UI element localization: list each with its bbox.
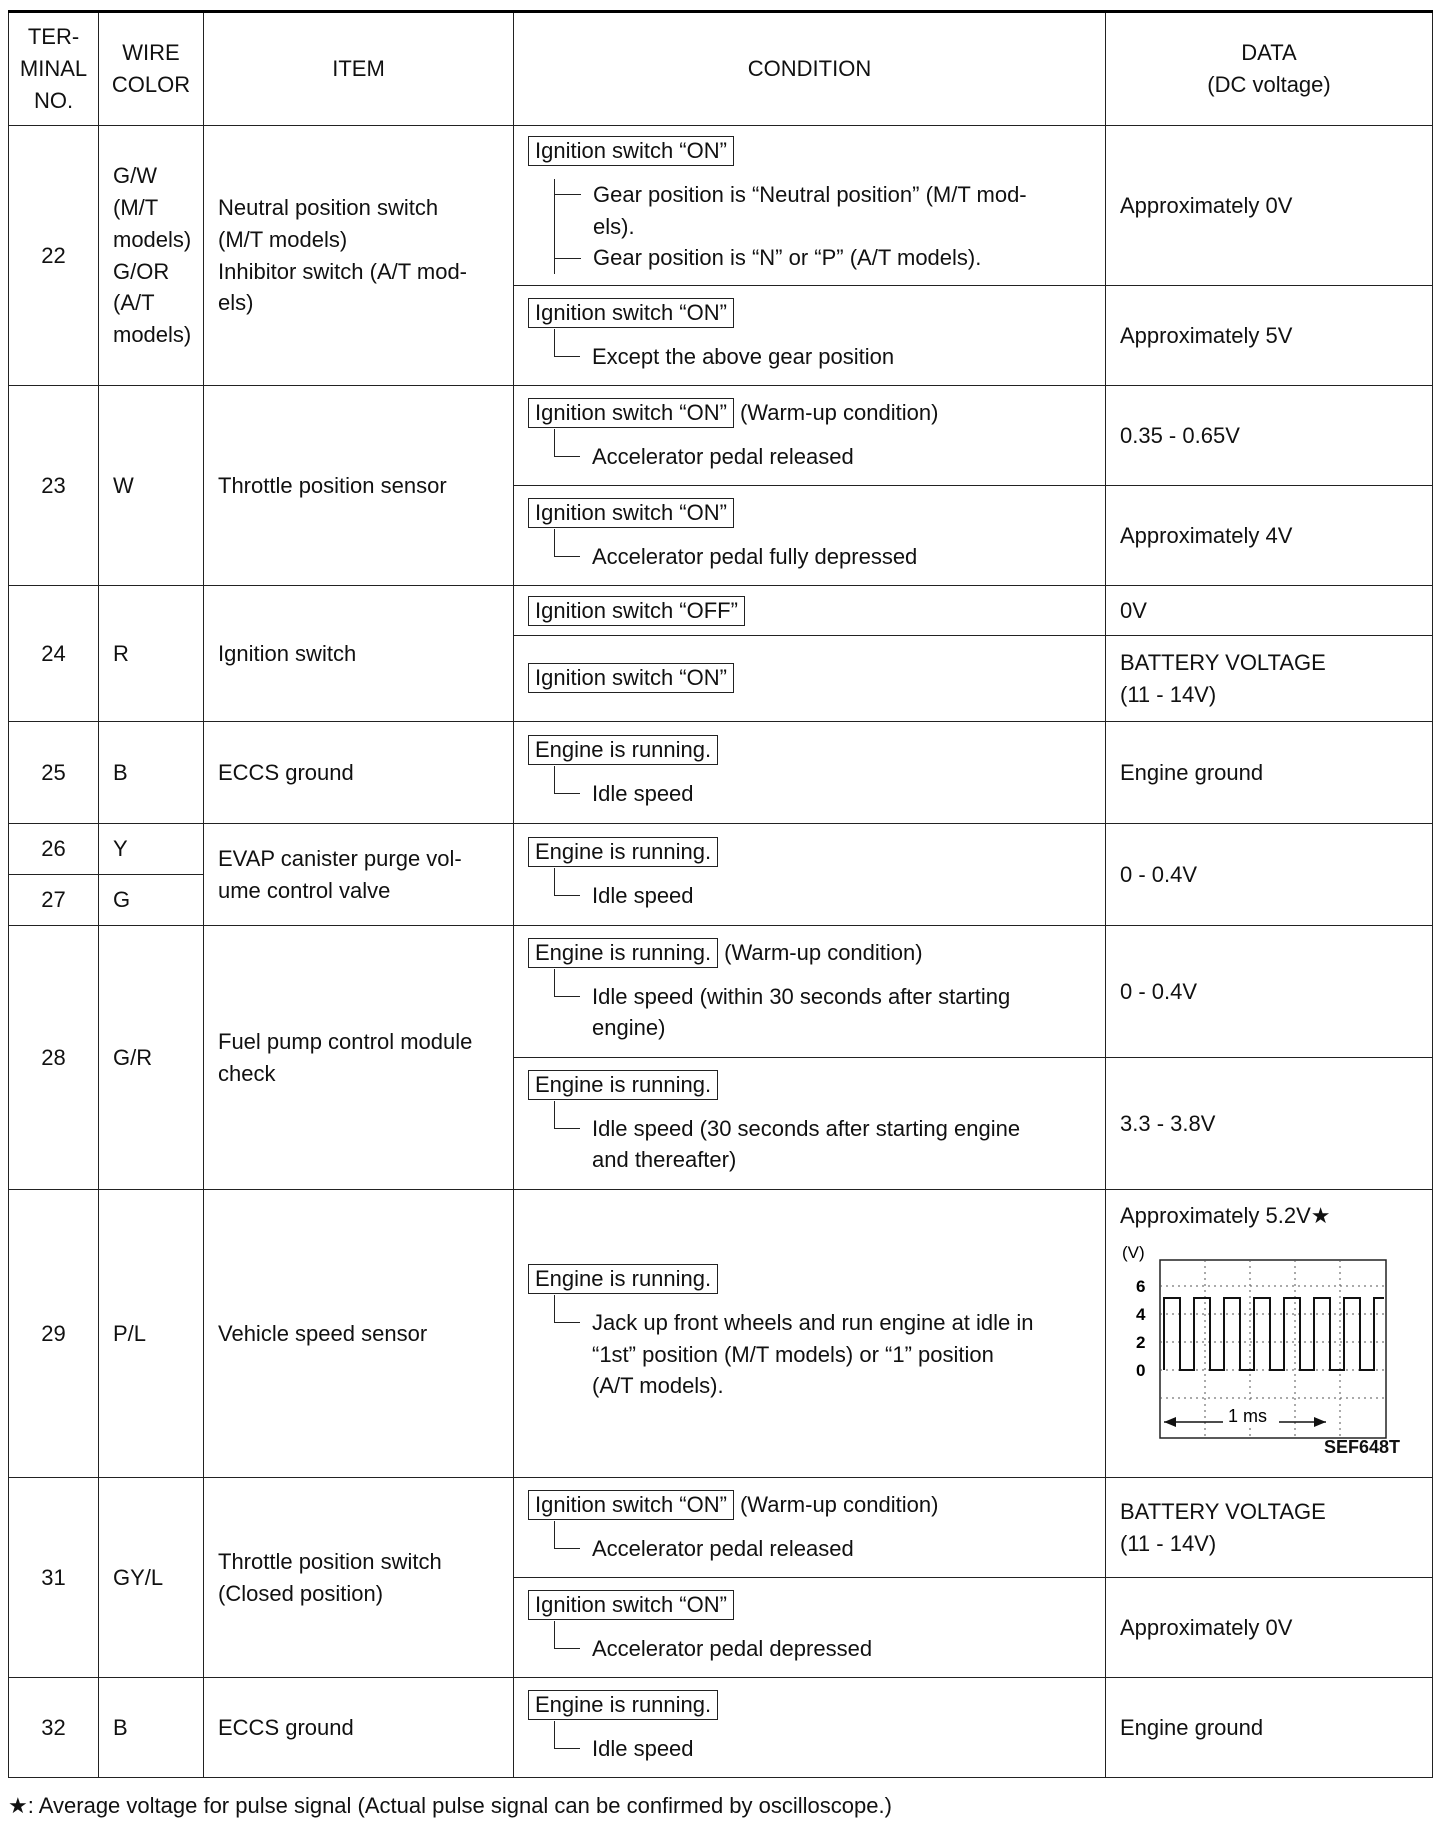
condition-box: Ignition switch “ON” <box>528 498 734 529</box>
condition-cell <box>514 926 1106 1058</box>
pulse-waveform-chart <box>1120 1240 1400 1440</box>
figure-code: SEF648T <box>1323 1436 1400 1457</box>
data-value: Approximately 4V <box>1106 486 1433 586</box>
condition-box: Ignition switch “ON” <box>528 136 734 167</box>
condition-sub: Gear position is “Neutral position” (M/T mod- els). Gear position is “N” or “P” (A/T models). <box>554 179 1095 275</box>
condition-box: Engine is running. <box>528 938 718 969</box>
condition-cell <box>514 636 1106 722</box>
condition-sub: Accelerator pedal fully depressed <box>554 541 1095 573</box>
condition-box: Engine is running. <box>528 735 718 766</box>
condition-cell <box>514 1058 1106 1190</box>
item-name: Neutral position switch (M/T models) Inhibitor switch (A/T mod- els) <box>204 126 514 386</box>
item-name: Ignition switch <box>204 586 514 722</box>
data-value-cell <box>1106 1190 1433 1478</box>
ecm-terminal-reference-sheet <box>8 10 1432 1822</box>
item-name: EVAP canister purge vol- ume control valve <box>204 824 514 926</box>
wire-color: G <box>99 875 204 926</box>
data-value: Engine ground <box>1106 1678 1433 1778</box>
wire-color: G/W (M/T models) G/OR (A/T models) <box>99 126 204 386</box>
condition-box: Ignition switch “ON” <box>528 298 734 329</box>
condition-cell <box>514 1478 1106 1578</box>
condition-cell <box>514 824 1106 926</box>
terminal-no: 25 <box>9 722 99 824</box>
data-value: 0V <box>1106 586 1433 636</box>
condition-sub: Idle speed <box>554 1733 1095 1765</box>
condition-cell <box>514 586 1106 636</box>
table-row <box>9 1678 1433 1778</box>
item-name: ECCS ground <box>204 722 514 824</box>
terminal-spec-table <box>8 10 1433 1778</box>
time-division-label: 1 ms <box>1228 1405 1268 1426</box>
data-value: 0 - 0.4V <box>1106 926 1433 1058</box>
condition-box: Ignition switch “ON” <box>528 1490 734 1521</box>
condition-box: Ignition switch “ON” <box>528 1590 734 1621</box>
condition-sub: Idle speed <box>554 880 1095 912</box>
scope-tick-label: 6 <box>1136 1276 1146 1296</box>
terminal-no: 26 <box>9 824 99 875</box>
wire-color: W <box>99 386 204 586</box>
condition-cell <box>514 286 1106 386</box>
wire-color: P/L <box>99 1190 204 1478</box>
condition-box: Ignition switch “ON” <box>528 398 734 429</box>
header-condition: CONDITION <box>514 12 1106 126</box>
footnote-star: ★ <box>8 1793 28 1818</box>
wire-color: GY/L <box>99 1478 204 1678</box>
scope-unit-label: (V) <box>1122 1242 1145 1262</box>
condition-note: (Warm-up condition) <box>724 939 923 965</box>
data-value: BATTERY VOLTAGE (11 - 14V) <box>1106 636 1433 722</box>
data-value: Approximately 5V <box>1106 286 1433 386</box>
data-value: Approximately 0V <box>1106 126 1433 286</box>
item-name: Throttle position switch (Closed position) <box>204 1478 514 1678</box>
footnote-text: : Average voltage for pulse signal (Actual pulse signal can be confirmed by oscilloscope.) <box>27 1793 892 1818</box>
table-row <box>9 722 1433 824</box>
condition-sub: Accelerator pedal released <box>554 441 1095 473</box>
wire-color: Y <box>99 824 204 875</box>
table-row <box>9 586 1433 636</box>
header-item: ITEM <box>204 12 514 126</box>
table-row <box>9 1190 1433 1478</box>
wire-color: R <box>99 586 204 722</box>
header-row <box>9 12 1433 126</box>
header-data: DATA (DC voltage) <box>1106 12 1433 126</box>
terminal-no: 23 <box>9 386 99 586</box>
condition-sub: Accelerator pedal depressed <box>554 1633 1095 1665</box>
terminal-no: 22 <box>9 126 99 386</box>
table-row <box>9 386 1433 486</box>
table-row <box>9 126 1433 286</box>
data-value: Approximately 0V <box>1106 1578 1433 1678</box>
table-row <box>9 1478 1433 1578</box>
condition-sub: Idle speed (30 seconds after starting engine and thereafter) <box>554 1113 1095 1177</box>
scope-tick-label: 0 <box>1136 1360 1146 1380</box>
table-row <box>9 824 1433 875</box>
condition-note: (Warm-up condition) <box>739 1491 939 1517</box>
scope-tick-label: 2 <box>1136 1332 1146 1352</box>
wire-color: B <box>99 1678 204 1778</box>
time-arrow-left <box>1164 1417 1176 1427</box>
condition-box: Engine is running. <box>528 837 718 868</box>
condition-sub: Jack up front wheels and run engine at idle in “1st” position (M/T models) or “1” position (A/T models). <box>554 1307 1095 1403</box>
terminal-no: 32 <box>9 1678 99 1778</box>
condition-cell <box>514 1190 1106 1478</box>
condition-box: Engine is running. <box>528 1070 718 1101</box>
item-name: Fuel pump control module check <box>204 926 514 1190</box>
condition-sub: Idle speed <box>554 778 1095 810</box>
condition-box: Engine is running. <box>528 1690 718 1721</box>
scope-tick-label: 4 <box>1136 1304 1146 1324</box>
condition-cell <box>514 386 1106 486</box>
time-arrow-right <box>1314 1417 1326 1427</box>
wire-color: B <box>99 722 204 824</box>
condition-cell <box>514 126 1106 286</box>
terminal-no: 29 <box>9 1190 99 1478</box>
condition-sub: Accelerator pedal released <box>554 1533 1095 1565</box>
data-value: Approximately 5.2V <box>1120 1203 1311 1228</box>
footnote <box>8 1790 1432 1822</box>
condition-sub: Idle speed (within 30 seconds after starting engine) <box>554 981 1095 1045</box>
condition-box: Engine is running. <box>528 1264 718 1295</box>
condition-sub: Except the above gear position <box>554 341 1095 373</box>
table-row <box>9 926 1433 1058</box>
item-name: ECCS ground <box>204 1678 514 1778</box>
data-value: 0.35 - 0.65V <box>1106 386 1433 486</box>
condition-cell <box>514 1678 1106 1778</box>
item-name: Vehicle speed sensor <box>204 1190 514 1478</box>
condition-box: Ignition switch “OFF” <box>528 596 745 627</box>
data-value: 3.3 - 3.8V <box>1106 1058 1433 1190</box>
item-name: Throttle position sensor <box>204 386 514 586</box>
condition-cell <box>514 1578 1106 1678</box>
condition-cell <box>514 486 1106 586</box>
wire-color: G/R <box>99 926 204 1190</box>
terminal-no: 28 <box>9 926 99 1190</box>
header-terminal-no: TER- MINAL NO. <box>9 12 99 126</box>
header-wire-color: WIRE COLOR <box>99 12 204 126</box>
terminal-no: 27 <box>9 875 99 926</box>
condition-cell <box>514 722 1106 824</box>
pulse-waveform <box>1164 1298 1384 1370</box>
terminal-no: 24 <box>9 586 99 722</box>
condition-note: (Warm-up condition) <box>739 399 939 425</box>
terminal-no: 31 <box>9 1478 99 1678</box>
data-value: Engine ground <box>1106 722 1433 824</box>
star-marker: ★ <box>1310 1203 1331 1228</box>
data-value: 0 - 0.4V <box>1106 824 1433 926</box>
condition-box: Ignition switch “ON” <box>528 663 734 694</box>
data-value: BATTERY VOLTAGE (11 - 14V) <box>1106 1478 1433 1578</box>
oscilloscope-figure <box>1120 1240 1400 1460</box>
